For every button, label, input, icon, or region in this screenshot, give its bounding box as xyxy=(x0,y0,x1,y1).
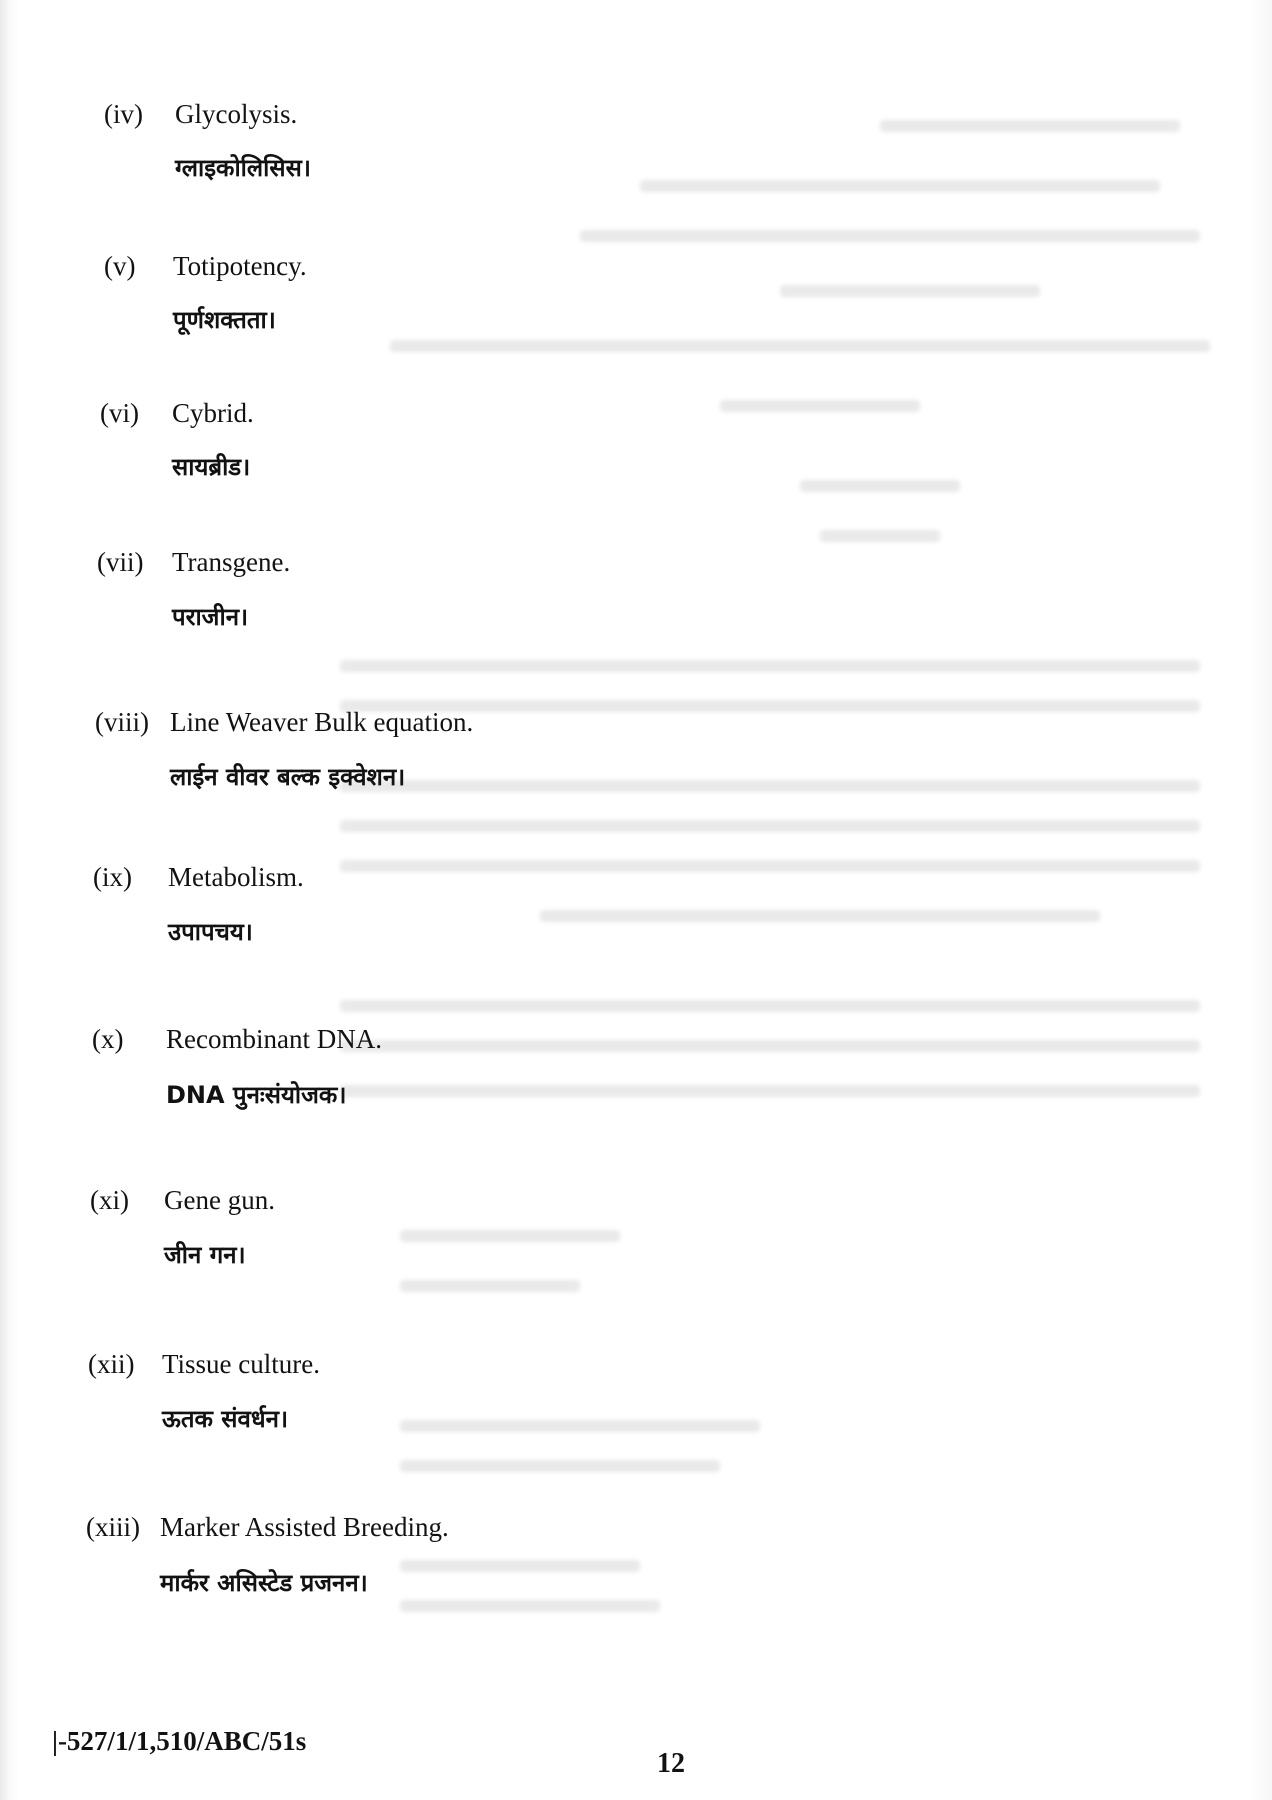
item-term-english: Recombinant DNA. xyxy=(166,1024,382,1054)
item-number: (x) xyxy=(92,1024,124,1054)
item-term-english: Gene gun. xyxy=(164,1185,275,1215)
show-through-text xyxy=(320,100,1220,1650)
item-number: (vi) xyxy=(100,398,139,428)
item-term-hindi: ग्लाइकोलिसिस। xyxy=(175,154,311,182)
item-term-english: Line Weaver Bulk equation. xyxy=(170,707,474,737)
item-term-hindi: मार्कर असिस्टेड प्रजनन। xyxy=(160,1569,368,1597)
item-number: (ix) xyxy=(93,862,132,892)
item-term-hindi: DNA पुनःसंयोजक। xyxy=(166,1081,347,1109)
item-term-hindi: पराजीन। xyxy=(172,603,249,631)
paper-code: |-527/1/1,510/ABC/51s xyxy=(52,1726,307,1756)
item-term-hindi: पूर्णशक्तता। xyxy=(173,306,276,334)
item-term-hindi: लाईन वीवर बल्क इक्वेशन। xyxy=(170,763,406,791)
item-term-english: Transgene. xyxy=(172,547,291,577)
item-term-hindi: सायब्रीड। xyxy=(172,453,251,481)
page-number: 12 xyxy=(657,1748,685,1779)
item-number: (xiii) xyxy=(86,1512,140,1542)
item-term-english: Glycolysis. xyxy=(175,99,298,129)
item-number: (iv) xyxy=(104,99,143,129)
item-number: (xii) xyxy=(88,1349,135,1379)
item-number: (viii) xyxy=(95,707,149,737)
item-number: (xi) xyxy=(90,1185,129,1215)
item-term-english: Cybrid. xyxy=(172,398,254,428)
item-term-hindi: जीन गन। xyxy=(164,1241,246,1269)
item-term-hindi: ऊतक संवर्धन। xyxy=(162,1405,289,1433)
item-number: (vii) xyxy=(97,547,144,577)
item-term-english: Metabolism. xyxy=(168,862,304,892)
item-number: (v) xyxy=(104,251,136,281)
item-term-hindi: उपापचय। xyxy=(168,918,253,946)
item-term-english: Marker Assisted Breeding. xyxy=(160,1512,449,1542)
item-term-english: Totipotency. xyxy=(173,251,307,281)
item-term-english: Tissue culture. xyxy=(162,1349,321,1379)
